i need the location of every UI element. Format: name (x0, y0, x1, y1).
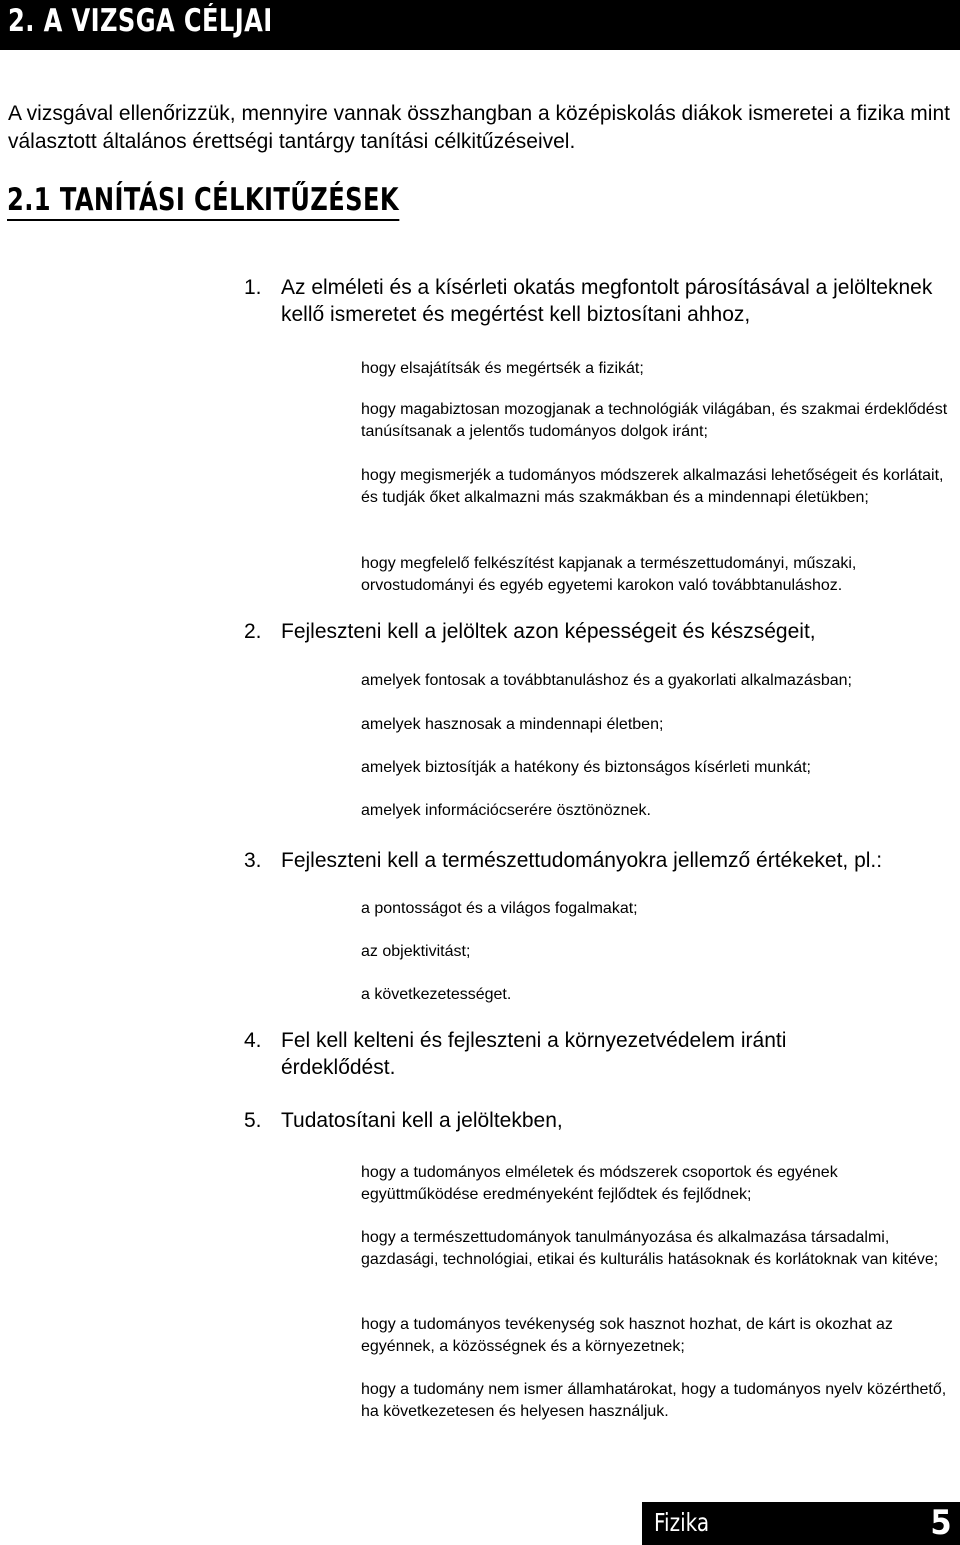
list-item: amelyek fontosak a továbbtanuláshoz és a gyakorlati alkalmazásban; (361, 672, 852, 689)
section-number: 1. (244, 276, 262, 299)
section-title: 2. A VIZSGA CÉLJAI (8, 3, 273, 39)
page-number: 5 (930, 1503, 952, 1543)
section-heading: Fel kell kelteni és fejleszteni a környezetvédelem iránti érdeklődést. (281, 1029, 787, 1079)
section-heading: Fejleszteni kell a természettudományokra jellemző értékeket, pl.: (281, 849, 883, 872)
list-item: az objektivitást; (361, 943, 471, 960)
list-item: hogy a tudományos elméletek és módszerek csoportok és egyének együttműködése eredményeként fejlődtek és fejlődnek; (361, 1164, 838, 1203)
list-item: a következetességet. (361, 986, 512, 1003)
list-item: hogy a tudományos tevékenység sok hasznot hozhat, de kárt is okozhat az egyénnek, a közösségnek és a környezetnek; (361, 1316, 893, 1355)
list-item: hogy magabiztosan mozogjanak a technológiák világában, és szakmai érdeklődést tanúsítsanak a jelentős tudományos dolgok iránt; (361, 401, 948, 440)
page-footer (642, 1502, 960, 1545)
list-item: amelyek információcserére ösztönöznek. (361, 802, 651, 819)
list-item: amelyek hasznosak a mindennapi életben; (361, 716, 664, 733)
section-number: 4. (244, 1029, 262, 1052)
list-item: hogy elsajátítsák és megértsék a fizikát; (361, 360, 644, 377)
list-item: hogy megfelelő felkészítést kapjanak a természettudományi, műszaki, orvostudományi és egyéb egyetemi karokon való továbbtanuláshoz. (361, 555, 857, 594)
list-item: a pontosságot és a világos fogalmakat; (361, 900, 638, 917)
subheading: 2.1 TANÍTÁSI CÉLKITŰZÉSEK (7, 181, 399, 221)
section-number: 2. (244, 620, 262, 643)
section-heading: Fejleszteni kell a jelöltek azon képességeit és készségeit, (281, 620, 816, 643)
section-number: 3. (244, 849, 262, 872)
section-heading: Az elméleti és a kísérleti okatás megfontolt párosításával a jelölteknek kellő ismeretet és megértést kell biztosítani ahhoz, (281, 276, 933, 326)
intro-paragraph: A vizsgával ellenőrizzük, mennyire vannak összhangban a középiskolás diákok ismeretei a fizika mint választott általános érettségi tantárgy tanítási célkitűzéseivel. (8, 102, 950, 153)
section-number: 5. (244, 1109, 262, 1132)
footer-subject-label: Fizika (654, 1508, 710, 1537)
list-item: hogy a természettudományok tanulmányozása és alkalmazása társadalmi, gazdasági, technológiai, etikai és kulturális hatásoknak és korlátoknak van kitéve; (361, 1229, 939, 1268)
list-item: hogy a tudomány nem ismer államhatárokat, hogy a tudományos nyelv közérthető, ha következetesen és helyesen használjuk. (361, 1381, 947, 1420)
section-heading: Tudatosítani kell a jelöltekben, (281, 1109, 563, 1132)
list-item: amelyek biztosítják a hatékony és biztonságos kísérleti munkát; (361, 759, 811, 776)
list-item: hogy megismerjék a tudományos módszerek alkalmazási lehetőségeit és korlátait, és tudják őket alkalmazni más szakmákban és a mindennapi életükben; (361, 467, 944, 506)
section-title-bar (0, 0, 960, 50)
